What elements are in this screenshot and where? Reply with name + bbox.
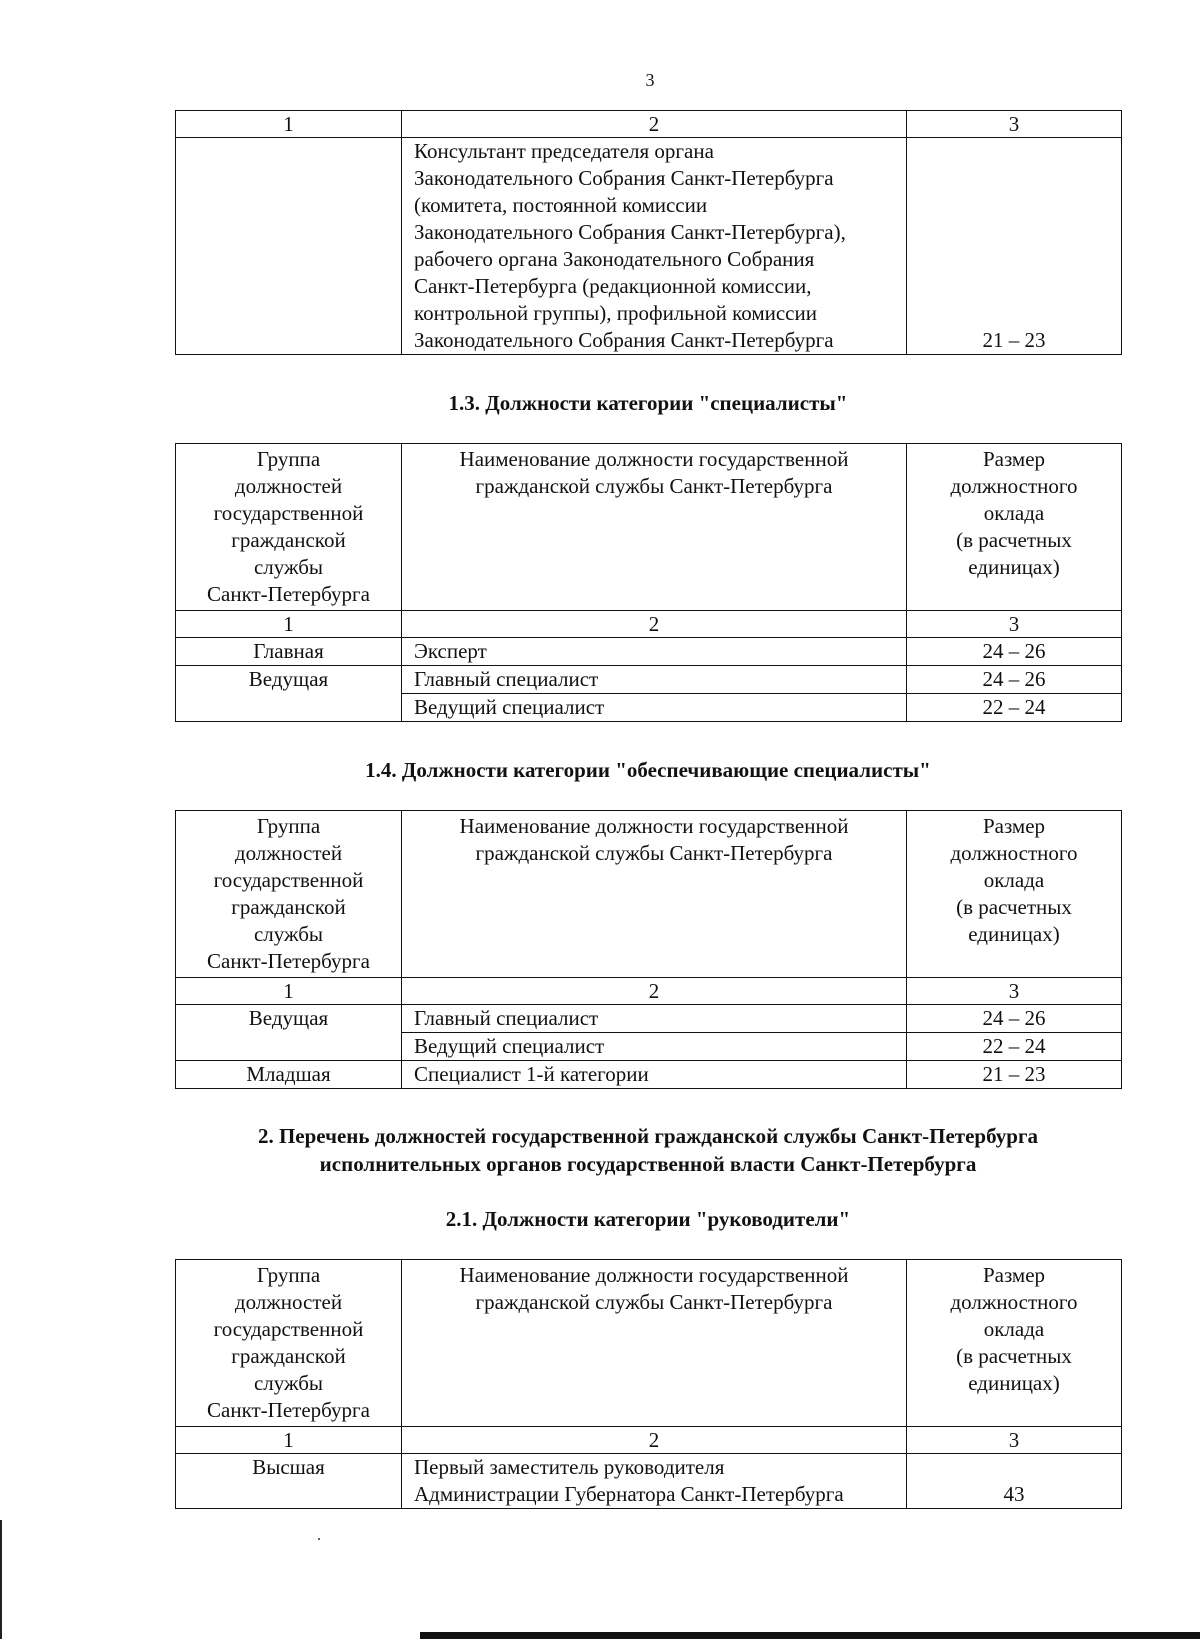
index-cell-3: 3 [907,111,1122,138]
salary-cell: 24 – 26 [907,638,1122,666]
index-cell-1: 1 [176,111,402,138]
header-position-name: Наименование должности государственной гражданской службы Санкт-Петербурга [402,444,907,611]
salary-cell: 24 – 26 [907,1005,1122,1033]
position-name-cell: Специалист 1-й категории [402,1061,907,1089]
header-position-name: Наименование должности государственной гражданской службы Санкт-Петербурга [402,811,907,978]
page-number: 3 [645,70,655,90]
index-cell-3: 3 [907,978,1122,1005]
scan-speck [318,1538,320,1540]
salary-cell: 24 – 26 [907,666,1122,694]
salary-cell: 21 – 23 [907,138,1122,355]
table-1-3 [175,443,1122,722]
position-name-cell: Консультант председателя органа Законодательного Собрания Санкт-Петербурга (комитета, постоянной комиссии Законодательного Собрания Санкт-Петербурга), рабочего органа Законодательного Собрания Санкт-Петербурга (редакционной комиссии, контрольной группы), профильной комиссии Законодательного Собрания Санкт-Петербурга [402,138,907,355]
section-heading-1-4: 1.4. Должности категории "обеспечивающие специалисты" [365,758,931,782]
table-row [176,1454,1122,1509]
table-row [176,138,1122,355]
header-salary: Размер должностного оклада (в расчетных единицах) [907,811,1122,978]
section-heading-1-3: 1.3. Должности категории "специалисты" [448,391,848,415]
index-cell-2: 2 [402,1427,907,1454]
group-cell: Главная [176,638,402,666]
group-cell: Высшая [176,1454,402,1509]
salary-cell: 22 – 24 [907,1033,1122,1061]
table-index-row [176,111,1122,138]
group-cell [176,694,402,722]
table-row [176,1033,1122,1061]
table-row [176,638,1122,666]
scan-edge-left [0,1520,2,1639]
header-group: Группа должностей государственной гражданской службы Санкт-Петербурга [176,811,402,978]
table-header-row [176,811,1122,978]
group-cell [176,138,402,355]
position-name-cell: Главный специалист [402,666,907,694]
table-header-row [176,444,1122,611]
position-name-cell: Ведущий специалист [402,1033,907,1061]
table-1-4 [175,810,1122,1089]
index-cell-1: 1 [176,1427,402,1454]
table-row [176,666,1122,694]
section-heading-2: 2. Перечень должностей государственной гражданской службы Санкт-Петербурга исполнительных органов государственной власти Санкт-Петербурга [257,1124,1039,1176]
table-index-row [176,1427,1122,1454]
index-cell-3: 3 [907,611,1122,638]
table-continued [175,110,1122,355]
table-row [176,694,1122,722]
table-row [176,1061,1122,1089]
salary-cell: 22 – 24 [907,694,1122,722]
salary-cell: 21 – 23 [907,1061,1122,1089]
table-row [176,1005,1122,1033]
header-salary: Размер должностного оклада (в расчетных единицах) [907,1260,1122,1427]
scan-edge-bottom [420,1632,1200,1639]
index-cell-3: 3 [907,1427,1122,1454]
position-name-cell: Эксперт [402,638,907,666]
position-name-cell: Главный специалист [402,1005,907,1033]
section-heading-2-1: 2.1. Должности категории "руководители" [445,1207,851,1231]
position-name-cell: Первый заместитель руководителя Администрации Губернатора Санкт-Петербурга [402,1454,907,1509]
index-cell-1: 1 [176,978,402,1005]
table-index-row [176,978,1122,1005]
group-cell: Ведущая [176,1005,402,1033]
position-name-cell: Ведущий специалист [402,694,907,722]
header-group: Группа должностей государственной гражданской службы Санкт-Петербурга [176,444,402,611]
index-cell-2: 2 [402,978,907,1005]
index-cell-1: 1 [176,611,402,638]
index-cell-2: 2 [402,111,907,138]
header-salary: Размер должностного оклада (в расчетных единицах) [907,444,1122,611]
header-group: Группа должностей государственной гражданской службы Санкт-Петербурга [176,1260,402,1427]
group-cell: Ведущая [176,666,402,694]
table-header-row [176,1260,1122,1427]
table-index-row [176,611,1122,638]
table-2-1 [175,1259,1122,1509]
group-cell [176,1033,402,1061]
index-cell-2: 2 [402,611,907,638]
header-position-name: Наименование должности государственной гражданской службы Санкт-Петербурга [402,1260,907,1427]
group-cell: Младшая [176,1061,402,1089]
salary-cell: 43 [907,1454,1122,1509]
